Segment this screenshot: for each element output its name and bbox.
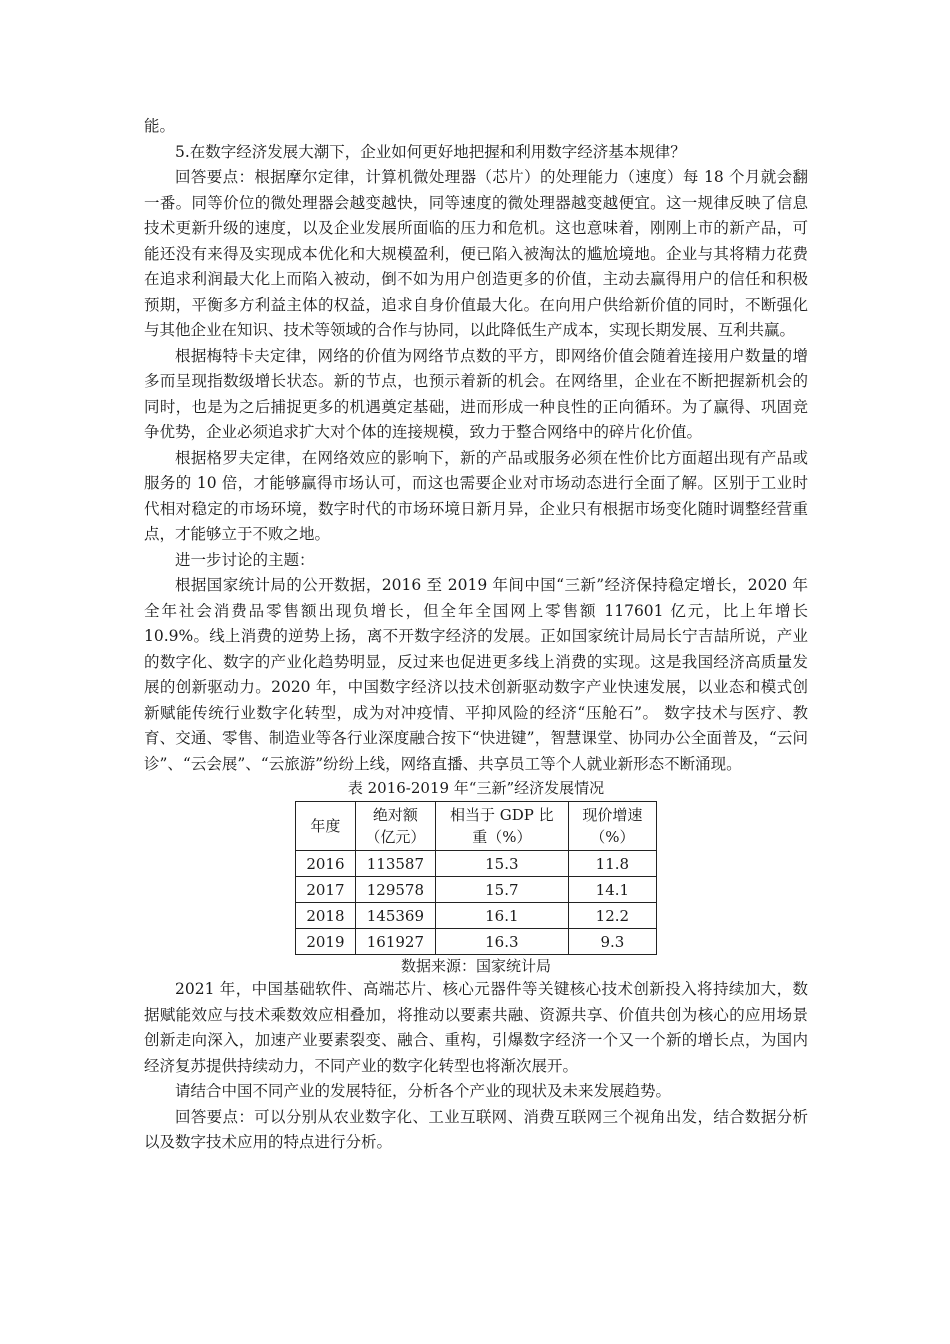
cell-growth: 11.8: [568, 851, 656, 877]
cell-absolute: 161927: [355, 929, 435, 955]
table-row: [296, 877, 657, 903]
cell-absolute: 129578: [355, 877, 435, 903]
paragraph: 能。: [144, 117, 176, 135]
question-prompt: 请结合中国不同产业的发展特征，分析各个产业的现状及未来发展趋势。: [175, 1082, 672, 1100]
paragraph: 根据格罗夫定律，在网络效应的影响下，新的产品或服务必须在性价比方面超出现有产品或服务的 10 倍，才能够赢得市场认可，而这也需要企业对市场动态进行全面了解。区别于工业时代相对稳定的市场环境，数字时代的市场环境日新月异，企业只有根据市场变化随时调整经营重点，才能够立于不败之地。: [144, 448, 808, 543]
cell-growth: 12.2: [568, 903, 656, 929]
header-growth: 现价增速 （%）: [568, 802, 656, 851]
paragraph: 回答要点：可以分别从农业数字化、工业互联网、消费互联网三个视角出发，结合数据分析以及数字技术应用的特点进行分析。: [144, 1107, 808, 1151]
table-row: [296, 929, 657, 955]
paragraph: 根据梅特卡夫定律，网络的价值为网络节点数的平方，即网络价值会随着连接用户数量的增多而呈现指数级增长状态。新的节点，也预示着新的机会。在网络里，企业在不断把握新机会的同时，也是为之后捕捉更多的机遇奠定基础，进而形成一种良性的正向循环。为了赢得、巩固竞争优势，企业必须追求扩大对个体的连接规模，致力于整合网络中的碎片化价值。: [144, 346, 808, 441]
paragraph: 根据国家统计局的公开数据，2016 至 2019 年间中国“三新”经济保持稳定增长，2020 年全年社会消费品零售额出现负增长，但全年全国网上零售额 117601 亿元，比上年增长 10.9%。线上消费的逆势上扬，离不开数字经济的发展。正如国家统计局局长宁吉喆所说，产业的数字化、数字的产业化趋势明显，反过来也促进更多线上消费的实现。这是我国经济高质量发展的创新驱动力。2020 年，中国数字经济以技术创新驱动数字产业快速发展，以业态和模式创新赋能传统行业数字化转型，成为对冲疫情、平抑风险的经济“压舱石”。 数字技术与医疗、教育、交通、零售、制造业等各行业深度融合按下“快进键”，智慧课堂、协同办公全面普及，“云问诊”、“云会展”、“云旅游”纷纷上线，网络直播、共享员工等个人就业新形态不断涌现。: [144, 576, 808, 773]
paragraph: 回答要点：根据摩尔定律，计算机微处理器（芯片）的处理能力（速度）每 18 个月就会翻一番。同等价位的微处理器会越变越快，同等速度的微处理器越变越便宜。这一规律反映了信息技术更新升级的速度，以及企业发展所面临的压力和危机。这也意味着，刚刚上市的新产品，可能还没有来得及实现成本优化和大规模盈利，便已陷入被淘汰的尴尬境地。企业与其将精力花费在追求利润最大化上而陷入被动，倒不如为用户创造更多的价值，主动去赢得用户的信任和积极预期，平衡多方利益主体的权益，追求自身价值最大化。在向用户供给新价值的同时，不断强化与其他企业在知识、技术等领域的合作与协同，以此降低生产成本，实现长期发展、互利共赢。: [144, 168, 808, 339]
paragraph: 2021 年，中国基础软件、高端芯片、核心元器件等关键核心技术创新投入将持续加大，数据赋能效应与技术乘数效应相叠加，将推动以要素共融、资源共享、价值共创为核心的应用场景创新走向深入，加速产业要素裂变、融合、重构，引爆数字经济一个又一个新的增长点，为国内经济复苏提供持续动力，不同产业的数字化转型也将渐次展开。: [144, 980, 808, 1075]
table-caption: 表 2016-2019 年“三新”经济发展情况: [347, 779, 605, 797]
table-row: [296, 851, 657, 877]
cell-year: 2017: [296, 877, 356, 903]
cell-absolute: 145369: [355, 903, 435, 929]
table-header-row: [296, 802, 657, 851]
bottom-text-block: [144, 977, 808, 1156]
header-gdp-share: 相当于 GDP 比 重（%）: [435, 802, 568, 851]
header-year: 年度: [296, 802, 356, 851]
table-source: 数据来源：国家统计局: [400, 957, 551, 975]
cell-absolute: 113587: [355, 851, 435, 877]
cell-gdp-share: 16.3: [435, 929, 568, 955]
table-row: [296, 903, 657, 929]
cell-growth: 9.3: [568, 929, 656, 955]
top-text-block: [144, 114, 808, 777]
paragraph: 进一步讨论的主题：: [175, 550, 315, 569]
question-heading: 5.在数字经济发展大潮下，企业如何更好地把握和利用数字经济基本规律？: [175, 142, 686, 161]
cell-gdp-share: 15.3: [435, 851, 568, 877]
cell-gdp-share: 15.7: [435, 877, 568, 903]
stats-table: [295, 801, 657, 955]
header-absolute: 绝对额 （亿元）: [355, 802, 435, 851]
cell-year: 2016: [296, 851, 356, 877]
document-page: [144, 114, 808, 1156]
cell-growth: 14.1: [568, 877, 656, 903]
cell-year: 2019: [296, 929, 356, 955]
cell-year: 2018: [296, 903, 356, 929]
cell-gdp-share: 16.1: [435, 903, 568, 929]
